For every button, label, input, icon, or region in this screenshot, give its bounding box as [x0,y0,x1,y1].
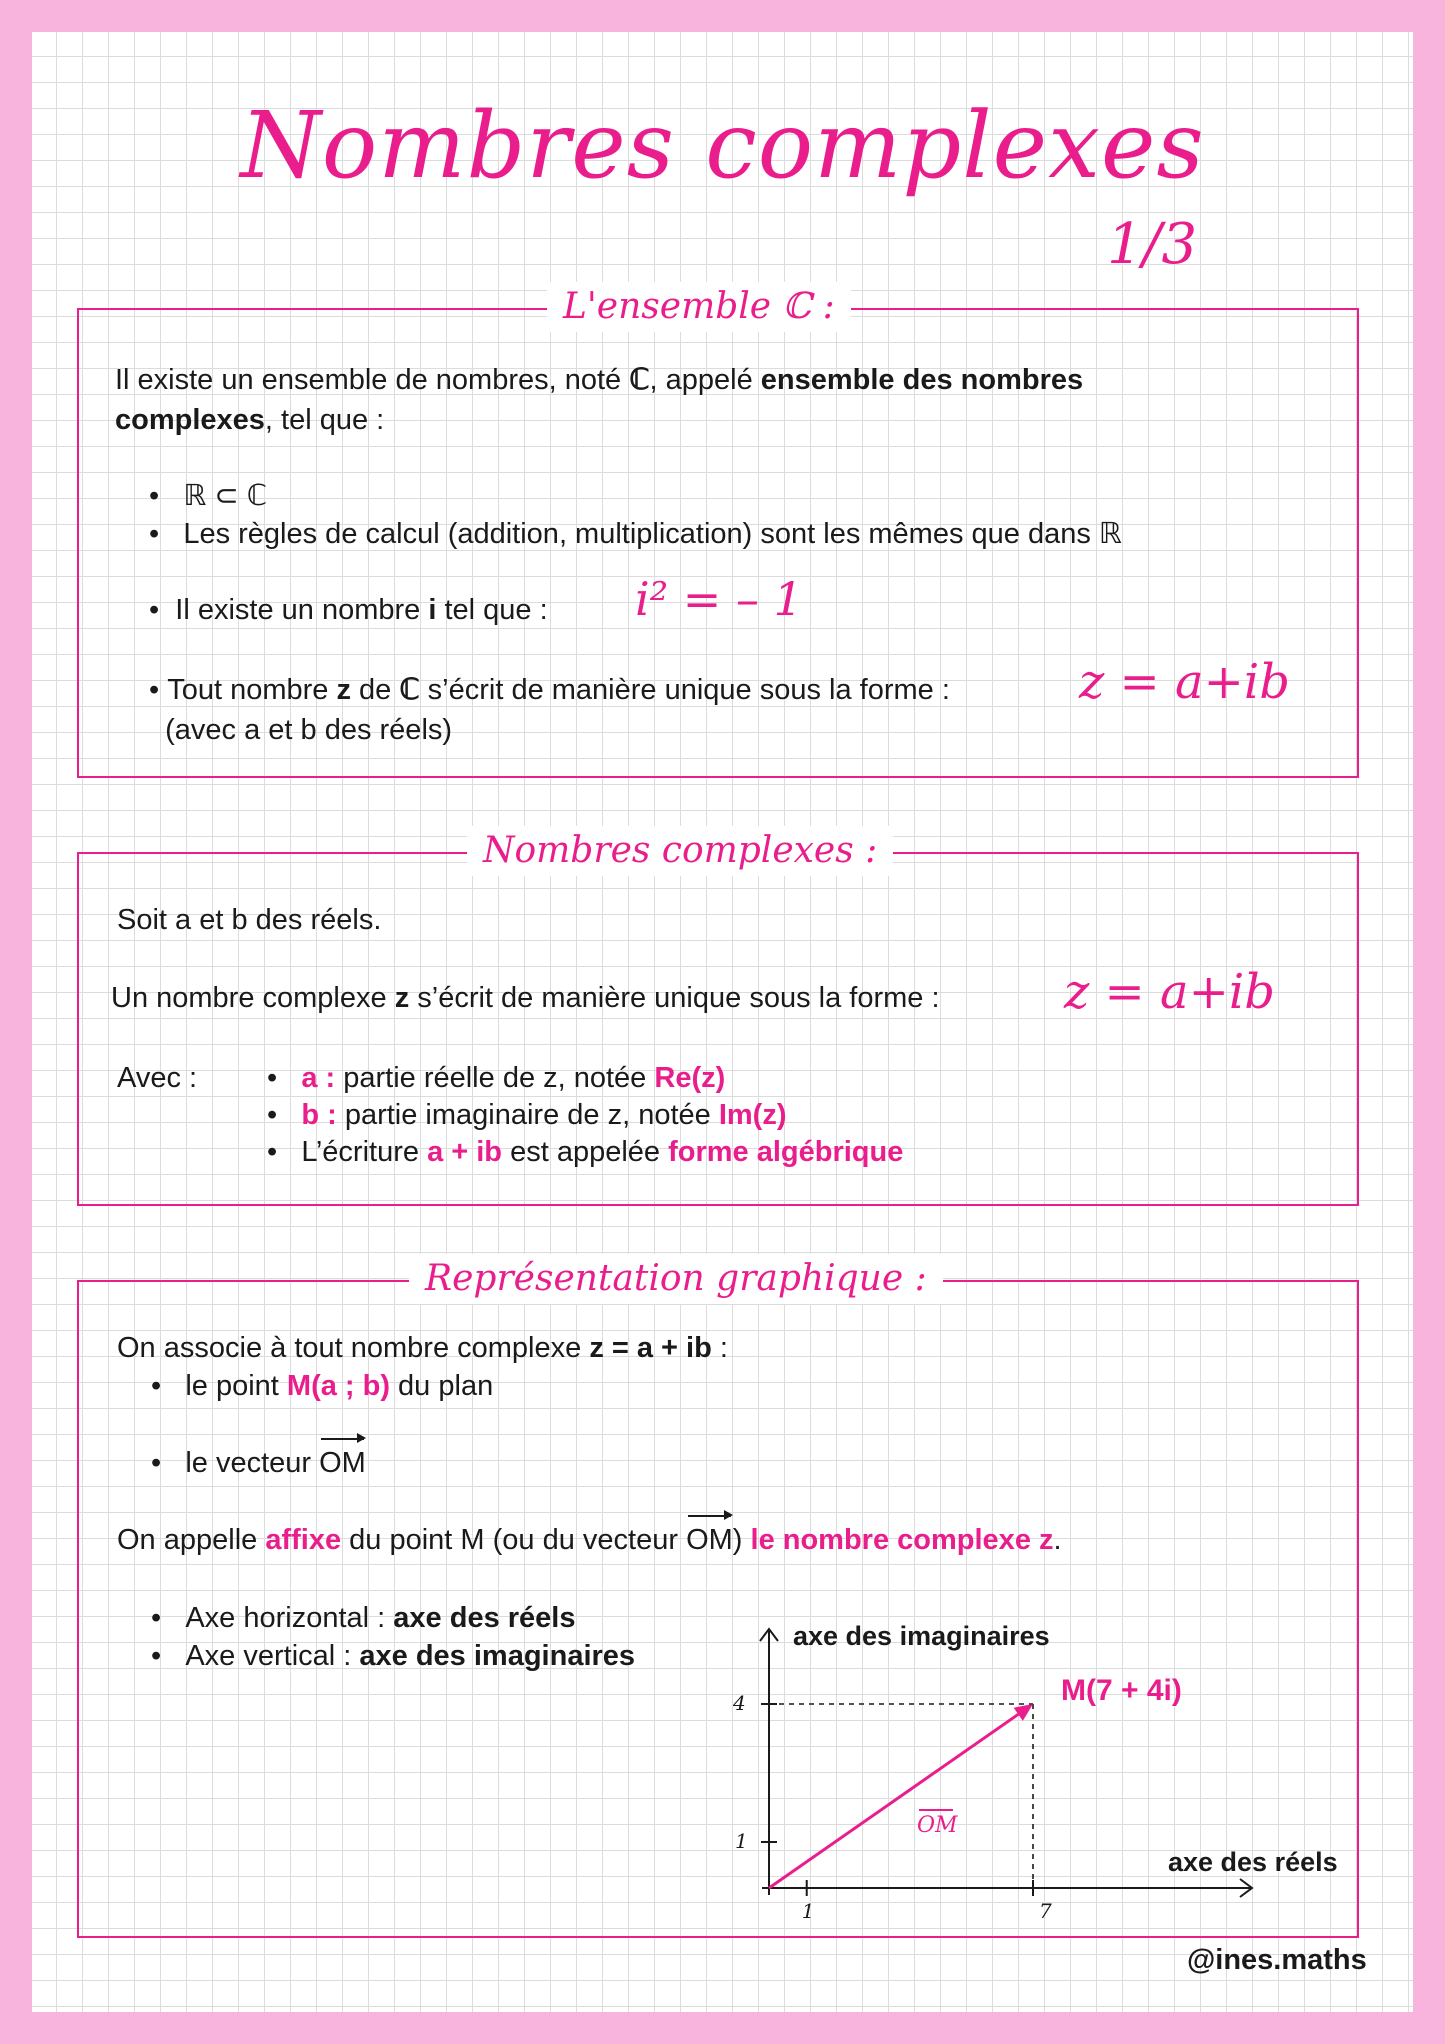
bullet-calc-rules: • Les règles de calcul (addition, multiplication) sont les mêmes que dans ℝ [149,518,1122,550]
note-page [32,32,1413,2012]
avec-label: Avec : [117,1062,198,1094]
ensemble-intro: Il existe un ensemble de nombres, noté ℂ, appelé ensemble des nombres complexes, tel que : [115,364,1084,436]
section-representation-heading: Représentation graphique : [409,1254,943,1304]
formula-i-squared: i² = – 1 [635,572,803,626]
y-axis-label: axe des imaginaires [793,1621,1050,1651]
page-number: 1/3 [1107,212,1198,277]
bullet-axe-vertical: • Axe vertical : axe des imaginaires [151,1640,636,1672]
bullet-point-m: • le point M(a ; b) du plan [151,1370,494,1402]
bullet-axe-horizontal: • Axe horizontal : axe des réels [151,1602,576,1634]
bullet-i-exists: • Il existe un nombre i tel que : [149,594,548,626]
author-handle: @ines.maths [1187,1944,1367,1976]
formula-z-form-1: z = a+ib [1079,654,1290,710]
page-title: Nombres complexes [240,92,1205,199]
bullet-r-subset-c: • ℝ ⊂ ℂ [149,480,267,512]
vector-om-line [769,1714,1018,1888]
x-tick-7-label: 7 [1039,1899,1052,1923]
x-tick-1-label: 1 [801,1899,815,1923]
associe-line: On associe à tout nombre complexe z = a + ib : [117,1332,728,1364]
unique-form-line: Un nombre complexe z s’écrit de manière unique sous la forme : [111,982,940,1014]
vector-om-diagram-label: OM [917,1813,958,1838]
vector-om-label: OM [319,1447,366,1479]
vector-om-arrowhead-icon [1014,1704,1033,1721]
affixe-line: On appelle affixe du point M (ou du vecteur OM) le nombre complexe z. [117,1524,1062,1556]
item-forme-algebrique: • L’écriture a + ib est appelée forme algébrique [267,1136,904,1168]
soit-ab-line: Soit a et b des réels. [117,904,382,936]
formula-z-form-2: z = a+ib [1064,964,1275,1020]
bullet-unique-form: • Tout nombre z de ℂ s’écrit de manière unique sous la forme : (avec a et b des réels) [149,674,950,746]
section-nombres-complexes-heading: Nombres complexes : [467,826,893,876]
complex-plane-diagram [733,1607,1338,1927]
x-axis-label: axe des réels [1168,1847,1338,1877]
y-tick-4-label: 4 [733,1691,746,1715]
section-ensemble-c-heading: L'ensemble ℂ : [547,282,851,332]
item-partie-imaginaire: • b : partie imaginaire de z, notée Im(z) [267,1099,787,1131]
y-tick-1-label: 1 [735,1829,748,1853]
item-partie-reelle: • a : partie réelle de z, notée Re(z) [267,1062,726,1094]
section-nombres-complexes [77,830,1359,1206]
point-m-label: M(7 + 4i) [1061,1674,1182,1707]
bullet-vector-om: • le vecteur OM [151,1447,366,1479]
section-ensemble-c [77,286,1359,778]
